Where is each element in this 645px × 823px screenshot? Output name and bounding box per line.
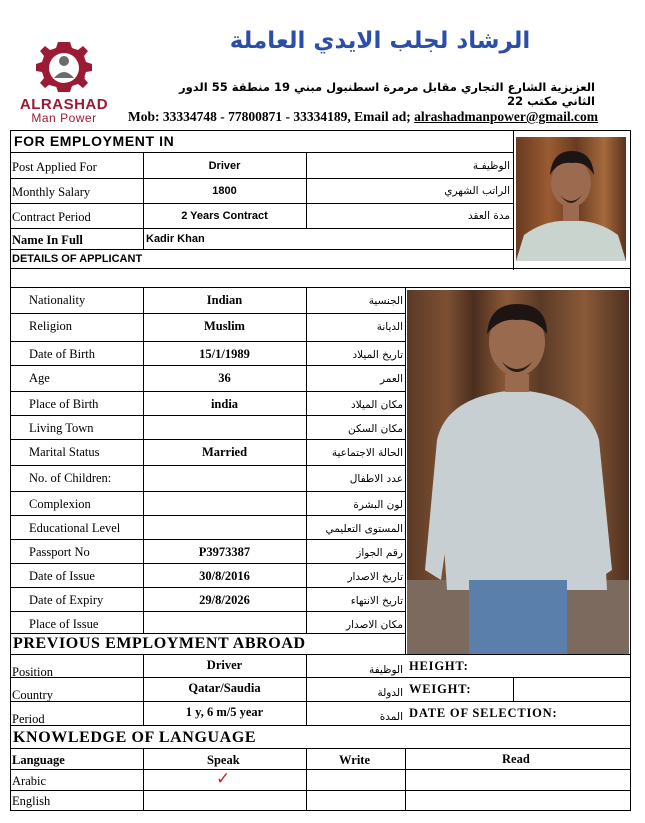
name-value: Kadir Khan [146,233,205,245]
applicant-row-label-ar: لون البشرة [353,499,403,511]
previous-row-value: 1 y, 6 m/5 year [185,705,264,719]
applicant-row-label-ar: الحالة الاجتماعية [331,447,403,459]
previous-row-value: Qatar/Saudia [188,681,261,695]
applicant-row-value: P3973387 [198,545,251,559]
applicant-row-label-ar: المستوى التعليمي [325,523,403,535]
applicant-row-value: Married [201,445,248,459]
applicant-row-label: Passport No [29,545,90,559]
previous-row-label-ar: الدولة [377,687,403,699]
logo-subtitle: Man Power [31,111,97,125]
applicant-row-label: Date of Expiry [29,593,104,607]
applicant-row-label: Age [29,371,50,385]
language-arabic: Arabic [12,774,47,788]
employment-row-label: Monthly Salary [12,185,91,199]
previous-row-side-label: WEIGHT: [409,682,472,696]
previous-row-label: Country [12,688,53,702]
applicant-row-label: Marital Status [29,445,100,459]
employment-section-title: FOR EMPLOYMENT IN [14,133,175,149]
language-header-speak: Speak [207,753,240,767]
contact-phones: Mob: 33334748 - 77800871 - 33334189, Email ad; [128,109,415,124]
applicant-row-label: Living Town [29,421,94,435]
employment-row-value: 1800 [212,185,237,197]
language-section-title: KNOWLEDGE OF LANGUAGE [13,729,257,746]
applicant-row-label-ar: مكان الاصدار [346,619,403,631]
company-title-arabic: الرشاد لجلب الايدي العاملة [229,28,531,54]
applicant-row-value: india [210,397,239,411]
employment-row-value: 2 Years Contract [181,210,268,222]
applicant-photo-small [516,137,626,261]
arabic-speak-check-icon: ✓ [216,769,231,788]
employment-row-label-ar: الراتب الشهري [444,185,510,197]
employment-row-value: Driver [208,160,241,172]
contact-line [128,109,638,125]
applicant-photo-large [407,290,629,654]
employment-row-label-ar: الوظيفـة [472,160,510,172]
applicant-row-label: Place of Issue [29,617,99,631]
applicant-section-title: DETAILS OF APPLICANT [12,253,143,265]
applicant-row-value: Muslim [204,319,245,333]
previous-row-value: Driver [206,658,243,672]
applicant-row-value: 30/8/2016 [199,569,250,583]
logo-name: ALRASHAD [19,96,109,113]
language-header-read: Read [502,752,530,766]
applicant-row-label-ar: مكان السكن [348,423,403,435]
applicant-row-label: Nationality [29,293,86,307]
previous-row-label-ar: الوظيفة [368,664,403,676]
previous-row-label-ar: المدة [379,711,403,723]
previous-row-side-label: DATE OF SELECTION: [409,706,558,720]
applicant-row-label: Date of Birth [29,347,95,361]
language-header-language: Language [12,753,65,767]
employment-row-label: Contract Period [12,210,91,224]
applicant-row-value: Indian [206,293,243,307]
applicant-row-label: Religion [29,319,73,333]
contact-email[interactable]: alrashadmanpower@gmail.com [414,109,599,124]
applicant-row-value: 29/8/2026 [199,593,250,607]
previous-row-side-label: HEIGHT: [409,659,469,673]
applicant-row-label: Date of Issue [29,569,95,583]
applicant-row-label-ar: مكان الميلاد [351,399,403,411]
applicant-row-value: 36 [218,371,231,385]
name-label: Name In Full [12,233,83,247]
applicant-row-label-ar: تاريخ الميلاد [352,349,403,361]
language-header-write: Write [339,753,371,767]
applicant-row-value: 15/1/1989 [199,347,250,361]
logo-gear-icon [14,38,114,98]
applicant-row-label: Place of Birth [29,397,99,411]
applicant-row-label-ar: تاريخ الانتهاء [350,595,403,607]
company-address: العزيزية الشارع التجاري مقابل مرمرة اسطنبول مبني 19 منطقة 55 الدور الثاني مكتب 22 [179,80,595,108]
employment-row-label-ar: مدة العقد [468,210,510,222]
applicant-row-label: Complexion [29,497,91,511]
applicant-row-label-ar: عدد الاطفال [349,473,403,485]
applicant-row-label: No. of Children: [29,471,112,485]
previous-row-label: Position [12,665,53,679]
applicant-row-label-ar: العمر [379,373,403,385]
previous-section-title: PREVIOUS EMPLOYMENT ABROAD [13,635,306,652]
applicant-row-label: Educational Level [29,521,121,535]
applicant-row-label-ar: تاريخ الاصدار [347,571,403,583]
applicant-row-label-ar: رقم الجواز [356,547,403,559]
employment-row-label: Post Applied For [12,160,97,174]
applicant-row-label-ar: الديانة [376,321,403,333]
applicant-row-label-ar: الجنسية [368,295,403,307]
previous-row-label: Period [12,712,45,726]
language-english: English [12,794,51,808]
